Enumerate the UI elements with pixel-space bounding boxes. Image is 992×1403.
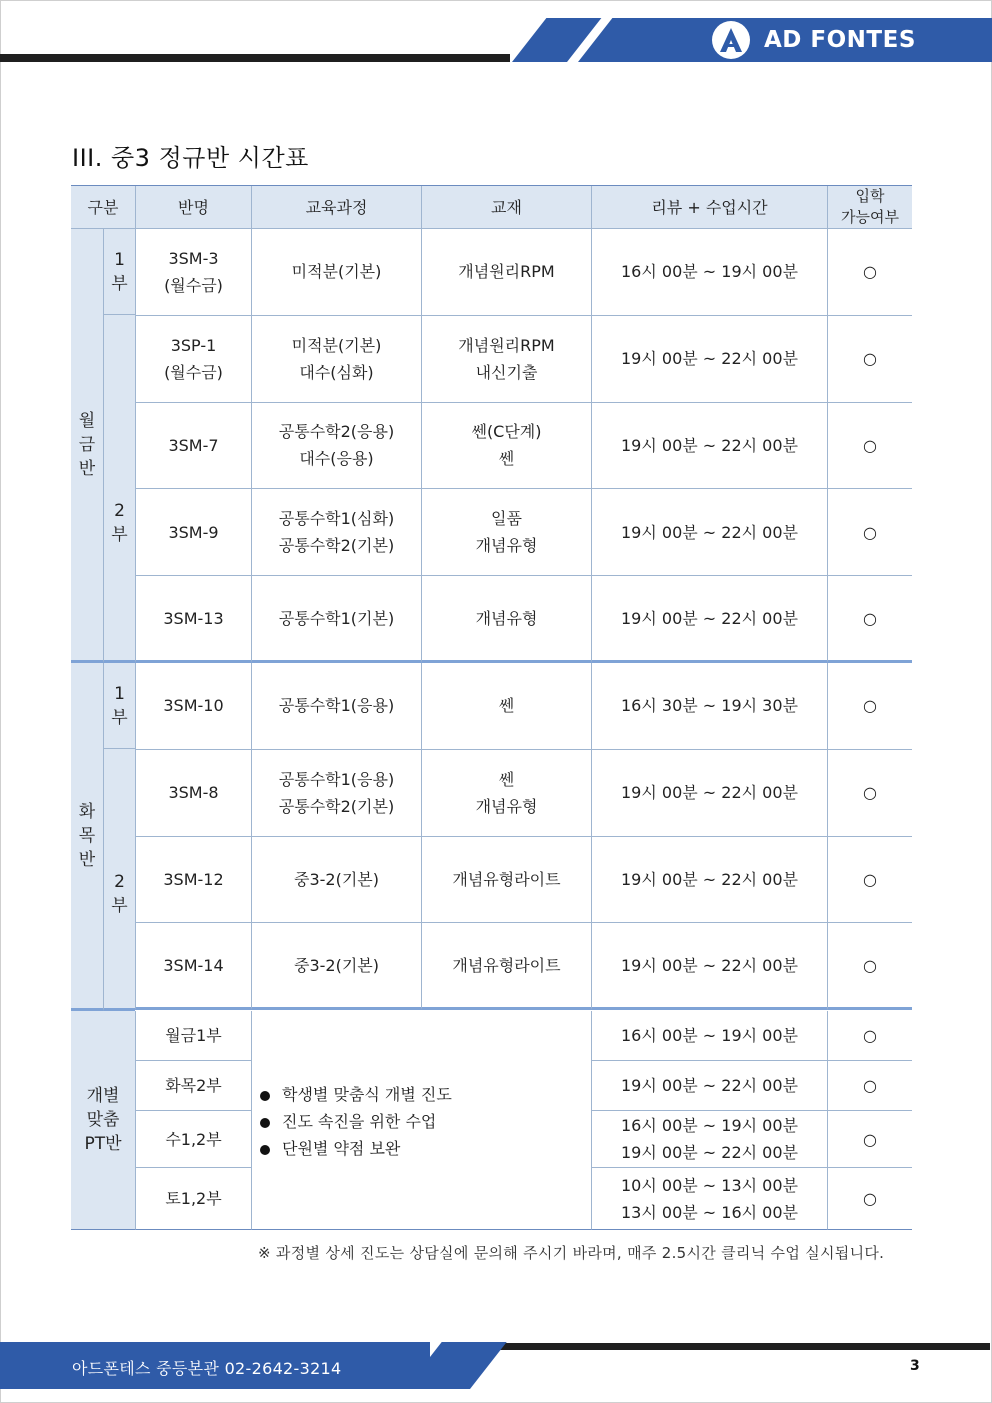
admission-status: ○ — [863, 435, 877, 455]
class-time: 19시 00분 ~ 22시 00분 — [620, 349, 798, 369]
class-time-cell — [591, 403, 827, 490]
course: 공통수학1(응용) — [278, 696, 395, 716]
textbook: 일품 — [491, 509, 522, 529]
textbook-line2: 개념유형 — [475, 796, 538, 816]
pt-admission-status-cell — [827, 1111, 912, 1168]
admission-status: ○ — [863, 783, 877, 803]
course-cell — [251, 316, 421, 403]
admission-status: ○ — [863, 349, 877, 369]
page-number: 3 — [910, 1358, 920, 1374]
course: 공통수학1(응용) — [278, 769, 395, 789]
part-1-monfri-label: 1부 — [111, 249, 128, 294]
footnote: ※ 과정별 상세 진도는 상담실에 문의해 주시기 바라며, 매주 2.5시간 클리닉 수업 실시됩니다. — [258, 1244, 885, 1262]
pt-class-time: 10시 00분 ~ 13시 00분 — [620, 1175, 798, 1195]
admission-status: ○ — [863, 955, 877, 975]
part-2-tuethu — [103, 749, 135, 1011]
course-line2: 대수(응용) — [299, 449, 374, 469]
admission-status-cell — [827, 750, 912, 837]
class-name-cell — [135, 750, 251, 837]
admission-status-cell — [827, 489, 912, 576]
header-admission — [827, 186, 912, 229]
pt-class-name-cell — [135, 1168, 251, 1230]
class-time: 16시 30분 ~ 19시 30분 — [620, 696, 798, 716]
group-monfri — [71, 229, 103, 663]
pt-class-time-cell — [591, 1061, 827, 1111]
pt-bullet-item — [260, 1081, 452, 1108]
part-1-tuethu — [103, 663, 135, 749]
pt-admission-status: ○ — [863, 1076, 877, 1095]
part-2-tuethu-label: 2부 — [111, 871, 128, 916]
textbook: 쎈(C단계) — [471, 422, 542, 442]
class-time: 19시 00분 ~ 22시 00분 — [620, 435, 798, 455]
course: 중3-2(기본) — [294, 869, 379, 889]
course-line2: 공통수학2(기본) — [278, 536, 395, 556]
pt-class-name-cell — [135, 1011, 251, 1061]
class-name: 3SM-3 — [168, 248, 219, 268]
pt-class-name: 수1,2부 — [165, 1129, 222, 1149]
class-name: 3SM-9 — [168, 522, 219, 542]
textbook-cell — [421, 923, 591, 1010]
class-time-cell — [591, 489, 827, 576]
admission-status-cell — [827, 229, 912, 316]
admission-status: ○ — [863, 522, 877, 542]
pt-admission-status: ○ — [863, 1129, 877, 1149]
pt-admission-status-cell — [827, 1168, 912, 1230]
course-cell — [251, 750, 421, 837]
textbook: 쎈 — [498, 696, 515, 716]
class-name-cell — [135, 923, 251, 1010]
class-time-cell — [591, 576, 827, 663]
course-cell — [251, 403, 421, 490]
course: 중3-2(기본) — [294, 955, 379, 975]
textbook: 개념원리RPM — [458, 262, 555, 282]
page-title: III. 중3 정규반 시간표 — [72, 144, 309, 172]
header-bar — [0, 54, 510, 62]
footer-bar — [470, 1343, 990, 1350]
course-cell — [251, 489, 421, 576]
part-1-tuethu-label: 1부 — [111, 683, 128, 728]
textbook-line2: 개념유형 — [475, 536, 538, 556]
class-time: 19시 00분 ~ 22시 00분 — [620, 869, 798, 889]
class-name: 3SM-12 — [163, 869, 224, 889]
pt-class-name-cell — [135, 1061, 251, 1111]
footer-contact: 아드폰테스 중등본관 02-2642-3214 — [72, 1359, 342, 1378]
class-name-line2: (월수금) — [164, 362, 223, 382]
class-time-cell — [591, 229, 827, 316]
pt-bullet-text: 단원별 약점 보완 — [282, 1139, 401, 1158]
part-2-monfri-label: 2부 — [111, 500, 128, 545]
textbook: 개념유형 — [475, 608, 538, 628]
group-pt — [71, 1011, 135, 1230]
class-name-cell — [135, 229, 251, 316]
course-cell — [251, 576, 421, 663]
class-name-cell — [135, 316, 251, 403]
class-name-cell — [135, 663, 251, 750]
class-time: 19시 00분 ~ 22시 00분 — [620, 522, 798, 542]
textbook-line2: 내신기출 — [475, 362, 538, 382]
group-tuethu-label: 화목반 — [78, 801, 96, 870]
pt-class-name: 월금1부 — [165, 1026, 222, 1045]
logo-icon — [712, 21, 750, 59]
pt-class-time-cell — [591, 1168, 827, 1230]
timetable — [71, 185, 912, 1231]
pt-class-name: 토1,2부 — [165, 1189, 222, 1208]
bullet-dot-icon — [260, 1091, 270, 1101]
group-pt-label: 개별 맞춤 PT반 — [84, 1086, 122, 1154]
pt-bullets — [260, 1081, 452, 1162]
textbook-cell — [421, 750, 591, 837]
textbook-cell — [421, 489, 591, 576]
admission-status-cell — [827, 923, 912, 1010]
pt-class-name: 화목2부 — [165, 1076, 222, 1095]
admission-status-cell — [827, 663, 912, 750]
header-category: 구분 — [71, 186, 135, 229]
textbook-cell — [421, 316, 591, 403]
course: 공통수학1(기본) — [278, 608, 395, 628]
course-cell — [251, 229, 421, 316]
logo-text: AD FONTES — [764, 27, 916, 53]
header-textbook: 교재 — [421, 186, 591, 229]
course-cell — [251, 923, 421, 1010]
textbook-cell — [421, 229, 591, 316]
class-time-cell — [591, 837, 827, 924]
textbook-cell — [421, 403, 591, 490]
pt-class-time: 16시 00분 ~ 19시 00분 — [620, 1026, 798, 1045]
textbook-cell — [421, 576, 591, 663]
class-name-line2: (월수금) — [164, 275, 223, 295]
textbook: 개념원리RPM — [458, 335, 555, 355]
pt-admission-status-cell — [827, 1061, 912, 1111]
textbook-cell — [421, 663, 591, 750]
pt-class-time: 16시 00분 ~ 19시 00분 — [620, 1116, 798, 1135]
class-name: 3SM-13 — [163, 608, 224, 628]
class-time: 16시 00분 ~ 19시 00분 — [620, 262, 798, 282]
pt-class-time-cell — [591, 1111, 827, 1168]
course: 미적분(기본) — [291, 262, 382, 282]
class-time: 19시 00분 ~ 22시 00분 — [620, 955, 798, 975]
pt-class-time-cell — [591, 1011, 827, 1061]
course-line2: 공통수학2(기본) — [278, 796, 395, 816]
class-time-cell — [591, 923, 827, 1010]
logo — [712, 21, 916, 59]
pt-admission-status: ○ — [863, 1189, 877, 1208]
textbook: 개념유형라이트 — [452, 955, 561, 975]
pt-bullet-item — [260, 1108, 452, 1135]
class-name: 3SM-14 — [163, 955, 224, 975]
class-name-cell — [135, 489, 251, 576]
header-time: 리뷰 + 수업시간 — [591, 186, 827, 229]
pt-admission-status: ○ — [863, 1026, 877, 1045]
pt-admission-status-cell — [827, 1011, 912, 1061]
admission-status-cell — [827, 576, 912, 663]
class-time: 19시 00분 ~ 22시 00분 — [620, 783, 798, 803]
bullet-dot-icon — [260, 1145, 270, 1155]
textbook-line2: 쎈 — [498, 449, 515, 469]
group-monfri-label: 월금반 — [78, 410, 96, 479]
admission-status: ○ — [863, 696, 877, 716]
class-name: 3SP-1 — [170, 335, 217, 355]
pt-class-time-line2: 19시 00분 ~ 22시 00분 — [620, 1143, 798, 1162]
part-2-monfri — [103, 315, 135, 663]
pt-class-time-line2: 13시 00분 ~ 16시 00분 — [620, 1202, 798, 1222]
admission-status: ○ — [863, 608, 877, 628]
group-tuethu — [71, 663, 103, 1011]
pt-class-name-cell — [135, 1111, 251, 1168]
admission-status: ○ — [863, 869, 877, 889]
class-time-cell — [591, 316, 827, 403]
class-time-cell — [591, 750, 827, 837]
header-admission-text: 입학 가능여부 — [841, 187, 899, 226]
header-course: 교육과정 — [251, 186, 421, 229]
class-name: 3SM-8 — [168, 783, 219, 803]
class-name-cell — [135, 403, 251, 490]
class-name-cell — [135, 837, 251, 924]
bullet-dot-icon — [260, 1118, 270, 1128]
header-class: 반명 — [135, 186, 251, 229]
part-1-monfri — [103, 229, 135, 315]
textbook-cell — [421, 837, 591, 924]
class-name: 3SM-10 — [163, 696, 224, 716]
textbook: 쎈 — [498, 769, 515, 789]
pt-bullet-item — [260, 1135, 452, 1162]
class-time-cell — [591, 663, 827, 750]
textbook: 개념유형라이트 — [452, 869, 561, 889]
course-cell — [251, 663, 421, 750]
course: 공통수학2(응용) — [278, 422, 395, 442]
pt-bullet-text: 진도 속진을 위한 수업 — [282, 1112, 437, 1131]
admission-status: ○ — [863, 262, 877, 282]
pt-class-time: 19시 00분 ~ 22시 00분 — [620, 1076, 798, 1095]
pt-bullet-text: 학생별 맞춤식 개별 진도 — [282, 1085, 452, 1104]
course-line2: 대수(심화) — [299, 362, 374, 382]
course-cell — [251, 837, 421, 924]
admission-status-cell — [827, 837, 912, 924]
admission-status-cell — [827, 316, 912, 403]
class-name-cell — [135, 576, 251, 663]
class-time: 19시 00분 ~ 22시 00분 — [620, 608, 798, 628]
admission-status-cell — [827, 403, 912, 490]
course: 미적분(기본) — [291, 335, 382, 355]
class-name: 3SM-7 — [168, 435, 219, 455]
course: 공통수학1(심화) — [278, 509, 395, 529]
